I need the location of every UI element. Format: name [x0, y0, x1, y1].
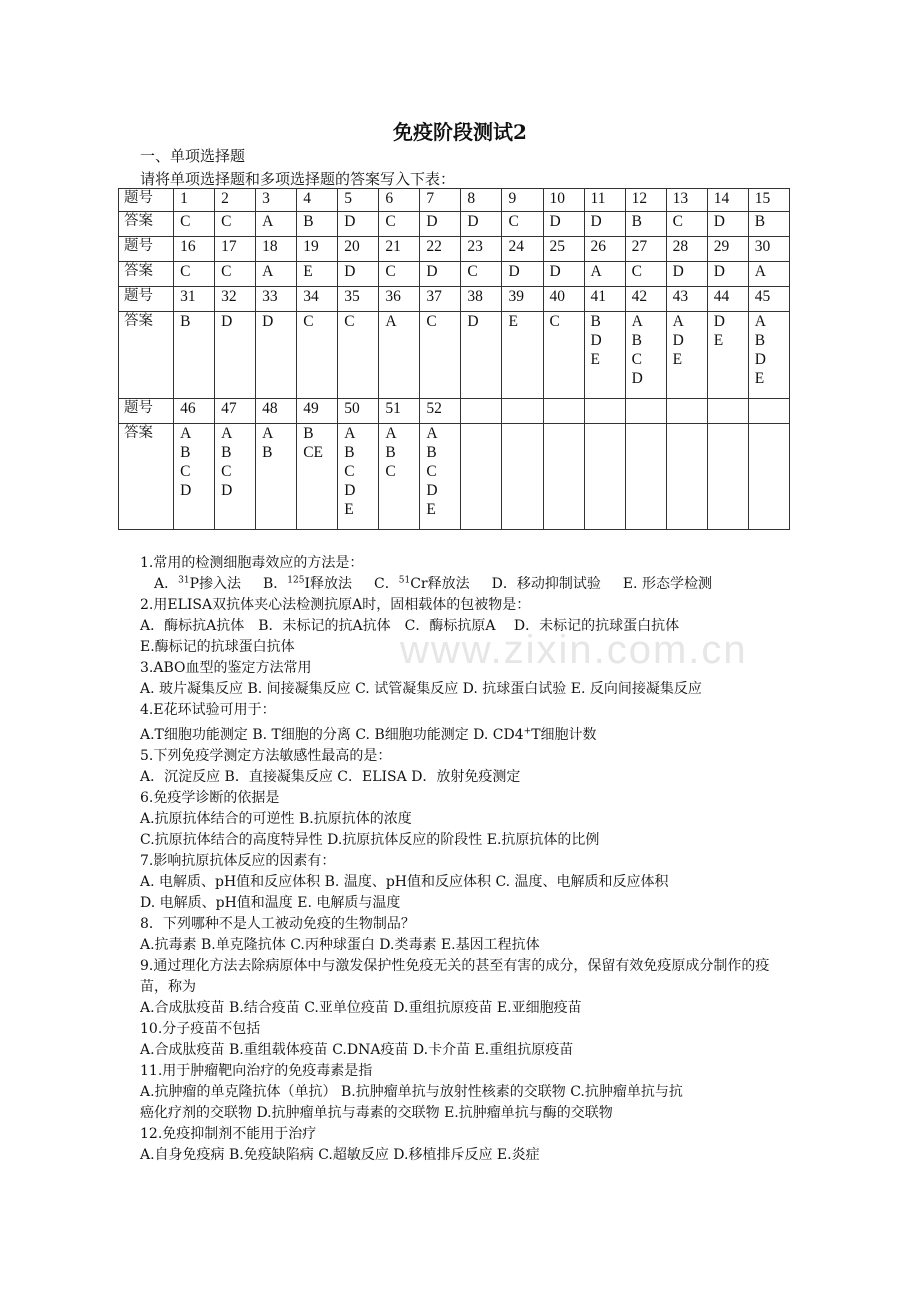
answer-cell: C — [420, 312, 461, 399]
question-number-cell: 20 — [338, 237, 379, 262]
question-number-row — [119, 399, 790, 424]
isotope-mass-number: 125 — [287, 575, 305, 586]
isotope-mass-number: 31 — [178, 575, 190, 586]
question-stem: 11.用于肿瘤靶向治疗的免疫毒素是指 — [140, 1063, 373, 1079]
answer-cell: D — [543, 262, 584, 287]
answer-cell: D — [338, 212, 379, 237]
question-number-cell: 34 — [297, 287, 338, 312]
question-number-cell — [543, 399, 584, 424]
question-number-cell: 39 — [502, 287, 543, 312]
question-number-cell: 9 — [502, 189, 543, 212]
option-line: A.自身免疫病 B.免疫缺陷病 C.超敏反应 D.移植排斥反应 E.炎症 — [140, 1147, 540, 1163]
option-line: A.抗毒素 B.单克隆抗体 C.丙种球蛋白 D.类毒素 E.基因工程抗体 — [140, 937, 540, 953]
question-number-cell: 31 — [174, 287, 215, 312]
row-header-answer: 答案 — [119, 212, 174, 237]
question-number-cell: 1 — [174, 189, 215, 212]
question-number-cell: 40 — [543, 287, 584, 312]
instruction-text: 请将单项选择题和多项选择题的答案写入下表： — [140, 170, 456, 188]
answer-cell: C — [666, 212, 707, 237]
option-text: P掺入法 — [189, 576, 241, 592]
answer-cell: A B C D — [215, 424, 256, 530]
answer-cell: A — [256, 212, 297, 237]
answer-cell: C — [543, 312, 584, 399]
answer-cell: D — [461, 212, 502, 237]
question-stem: 1.常用的检测细胞毒效应的方法是： — [140, 555, 364, 571]
question-number-cell: 51 — [379, 399, 420, 424]
question-stem: 4.E花环试验可用于： — [140, 702, 276, 718]
option-line: C.抗原抗体结合的高度特异性 D.抗原抗体反应的阶段性 E.抗原抗体的比例 — [140, 832, 600, 848]
question-number-cell: 3 — [256, 189, 297, 212]
option-line: A.合成肽疫苗 B.结合疫苗 C.亚单位疫苗 D.重组抗原疫苗 E.亚细胞疫苗 — [140, 1000, 582, 1016]
question-number-cell: 14 — [707, 189, 748, 212]
answer-cell: D — [584, 212, 625, 237]
question-stem: 12.免疫抑制剂不能用于治疗 — [140, 1126, 317, 1142]
question-stem: 2.用ELISA双抗体夹心法检测抗原A时，固相载体的包被物是： — [140, 597, 531, 613]
answer-cell: C — [502, 212, 543, 237]
watermark: www.zixin.com.cn — [400, 628, 748, 672]
answer-cell: D — [215, 312, 256, 399]
answer-table — [118, 188, 790, 530]
question-number-cell: 37 — [420, 287, 461, 312]
question-number-cell: 11 — [584, 189, 625, 212]
answer-cell: D — [502, 262, 543, 287]
question-number-row — [119, 287, 790, 312]
question-number-cell — [748, 399, 789, 424]
question-number-cell: 12 — [625, 189, 666, 212]
superscript-plus: + — [523, 726, 532, 737]
option-line: E.酶标记的抗球蛋白抗体 — [140, 639, 295, 655]
answer-cell: B — [297, 212, 338, 237]
question-stem: 5.下列免疫学测定方法敏感性最高的是： — [140, 748, 392, 764]
question-stem: 6.免疫学诊断的依据是 — [140, 790, 280, 806]
answer-cell: C — [215, 212, 256, 237]
option-text: T细胞计数 — [531, 727, 597, 743]
question-number-cell: 43 — [666, 287, 707, 312]
option-text: D．移动抑制试验 — [491, 576, 601, 592]
question-number-cell: 17 — [215, 237, 256, 262]
question-number-cell: 48 — [256, 399, 297, 424]
answer-cell: C — [379, 212, 420, 237]
option-line: 癌化疗剂的交联物 D.抗肿瘤单抗与毒素的交联物 E.抗肿瘤单抗与酶的交联物 — [140, 1105, 613, 1121]
question-number-cell: 41 — [584, 287, 625, 312]
question-number-cell: 4 — [297, 189, 338, 212]
answer-cell: D — [420, 262, 461, 287]
option-letter: B． — [263, 576, 288, 592]
question-number-row — [119, 237, 790, 262]
option-line: D. 电解质、pH值和温度 E. 电解质与温度 — [140, 895, 401, 911]
option-line — [140, 574, 790, 595]
answer-cell — [707, 424, 748, 530]
question-number-cell — [666, 399, 707, 424]
answer-cell: C — [297, 312, 338, 399]
question-stem: 7.影响抗原抗体反应的因素有： — [140, 853, 336, 869]
answer-cell: A — [379, 312, 420, 399]
option — [492, 576, 601, 592]
question-number-cell: 25 — [543, 237, 584, 262]
question-number-cell: 6 — [379, 189, 420, 212]
question-number-cell — [625, 399, 666, 424]
question-number-cell: 45 — [748, 287, 789, 312]
answer-cell: D E — [707, 312, 748, 399]
section-heading: 一、单项选择题 — [140, 147, 246, 165]
answer-cell: A B C D E — [420, 424, 461, 530]
answer-row — [119, 262, 790, 287]
answer-cell: B — [625, 212, 666, 237]
question-number-cell: 36 — [379, 287, 420, 312]
answer-cell: A — [748, 262, 789, 287]
row-header-answer: 答案 — [119, 312, 174, 399]
question-stem: 9.通过理化方法去除病原体中与激发保护性免疫无关的甚至有害的成分，保留有效免疫原成分制作的疫苗，称为 — [140, 958, 770, 995]
option-line: A. 电解质、pH值和反应体积 B. 温度、pH值和反应体积 C. 温度、电解质和反应体积 — [140, 874, 669, 890]
question-number-cell: 42 — [625, 287, 666, 312]
answer-cell: A — [584, 262, 625, 287]
row-header-number: 题号 — [119, 237, 174, 262]
question-number-cell — [707, 399, 748, 424]
answer-cell: E — [297, 262, 338, 287]
answer-cell — [748, 424, 789, 530]
question-number-cell: 35 — [338, 287, 379, 312]
question-number-cell: 30 — [748, 237, 789, 262]
question-number-cell: 22 — [420, 237, 461, 262]
question-stem: 10.分子疫苗不包括 — [140, 1021, 261, 1037]
question-number-cell: 49 — [297, 399, 338, 424]
answer-cell: D — [256, 312, 297, 399]
isotope-mass-number: 51 — [398, 575, 411, 586]
answer-row — [119, 212, 790, 237]
option — [154, 576, 241, 592]
answer-cell: A D E — [666, 312, 707, 399]
answer-cell: C — [338, 312, 379, 399]
option-text: I释放法 — [304, 576, 353, 592]
option-line: A.抗肿瘤的单克隆抗体（单抗） B.抗肿瘤单抗与放射性核素的交联物 C.抗肿瘤单抗与抗 — [140, 1084, 683, 1100]
question-number-cell: 32 — [215, 287, 256, 312]
question-number-cell: 27 — [625, 237, 666, 262]
option-line: A.抗原抗体结合的可逆性 B.抗原抗体的浓度 — [140, 811, 412, 827]
question-number-cell: 26 — [584, 237, 625, 262]
answer-cell: A B — [256, 424, 297, 530]
answer-cell: D — [707, 262, 748, 287]
question-number-cell: 8 — [461, 189, 502, 212]
question-number-cell — [502, 399, 543, 424]
option-line: A．沉淀反应 B．直接凝集反应 C．ELISA D．放射免疫测定 — [140, 769, 521, 785]
answer-cell: E — [502, 312, 543, 399]
option — [374, 576, 470, 592]
option-letter: A． — [154, 576, 179, 592]
answer-cell: D — [420, 212, 461, 237]
answer-cell: A B C D — [625, 312, 666, 399]
question-number-cell: 16 — [174, 237, 215, 262]
question-number-cell: 2 — [215, 189, 256, 212]
answer-row — [119, 312, 790, 399]
question-number-cell: 5 — [338, 189, 379, 212]
answer-row — [119, 424, 790, 530]
option — [263, 576, 352, 592]
answer-cell: C — [174, 212, 215, 237]
question-number-cell: 10 — [543, 189, 584, 212]
answer-cell — [502, 424, 543, 530]
question-number-cell — [461, 399, 502, 424]
question-number-cell: 28 — [666, 237, 707, 262]
answer-cell: B D E — [584, 312, 625, 399]
answer-cell: D — [338, 262, 379, 287]
question-number-cell: 29 — [707, 237, 748, 262]
answer-cell: A B C D E — [338, 424, 379, 530]
question-number-cell: 44 — [707, 287, 748, 312]
question-number-cell: 18 — [256, 237, 297, 262]
question-number-row — [119, 189, 790, 212]
answer-cell — [584, 424, 625, 530]
answer-cell: C — [625, 262, 666, 287]
row-header-number: 题号 — [119, 287, 174, 312]
answer-cell: C — [379, 262, 420, 287]
question-list — [140, 553, 790, 1166]
question-number-cell: 7 — [420, 189, 461, 212]
answer-cell — [625, 424, 666, 530]
question-number-cell: 38 — [461, 287, 502, 312]
question-number-cell: 52 — [420, 399, 461, 424]
option-text: Cr释放法 — [410, 576, 470, 592]
answer-cell: A — [256, 262, 297, 287]
page-title: 免疫阶段测试2 — [393, 120, 527, 144]
question-number-cell: 19 — [297, 237, 338, 262]
answer-cell: D — [543, 212, 584, 237]
answer-cell: A B D E — [748, 312, 789, 399]
answer-cell: D — [666, 262, 707, 287]
question-number-cell: 33 — [256, 287, 297, 312]
answer-cell — [461, 424, 502, 530]
option — [623, 576, 712, 592]
answer-cell: C — [461, 262, 502, 287]
option-line: A.合成肽疫苗 B.重组载体疫苗 C.DNA疫苗 D.卡介苗 E.重组抗原疫苗 — [140, 1042, 574, 1058]
answer-cell: C — [174, 262, 215, 287]
question-number-cell: 21 — [379, 237, 420, 262]
option-text: E. 形态学检测 — [622, 576, 712, 592]
question-stem: 3.ABO血型的鉴定方法常用 — [140, 660, 312, 676]
option-line: A．酶标抗A抗体 B．未标记的抗A抗体 C．酶标抗原A D．未标记的抗球蛋白抗体 — [140, 618, 680, 634]
question-stem: 8．下列哪种不是人工被动免疫的生物制品？ — [140, 916, 415, 932]
question-number-cell: 23 — [461, 237, 502, 262]
option-text: A.T细胞功能测定 B. T细胞的分离 C. B细胞功能测定 D. CD4 — [140, 727, 524, 743]
row-header-number: 题号 — [119, 189, 174, 212]
row-header-answer: 答案 — [119, 262, 174, 287]
answer-cell: A B C D — [174, 424, 215, 530]
option-line: A. 玻片凝集反应 B. 间接凝集反应 C. 试管凝集反应 D. 抗球蛋白试验 E. 反向间接凝集反应 — [140, 681, 702, 697]
option-line — [140, 725, 790, 746]
answer-cell: B — [748, 212, 789, 237]
question-number-cell: 47 — [215, 399, 256, 424]
row-header-answer: 答案 — [119, 424, 174, 530]
question-number-cell: 24 — [502, 237, 543, 262]
question-number-cell: 15 — [748, 189, 789, 212]
question-number-cell: 50 — [338, 399, 379, 424]
question-number-cell: 46 — [174, 399, 215, 424]
answer-cell: C — [215, 262, 256, 287]
answer-cell: D — [461, 312, 502, 399]
question-number-cell — [584, 399, 625, 424]
answer-cell: D — [707, 212, 748, 237]
answer-cell: B CE — [297, 424, 338, 530]
answer-cell — [666, 424, 707, 530]
answer-cell: A B C — [379, 424, 420, 530]
answer-cell — [543, 424, 584, 530]
answer-cell: B — [174, 312, 215, 399]
row-header-number: 题号 — [119, 399, 174, 424]
option-letter: C． — [374, 576, 399, 592]
question-number-cell: 13 — [666, 189, 707, 212]
